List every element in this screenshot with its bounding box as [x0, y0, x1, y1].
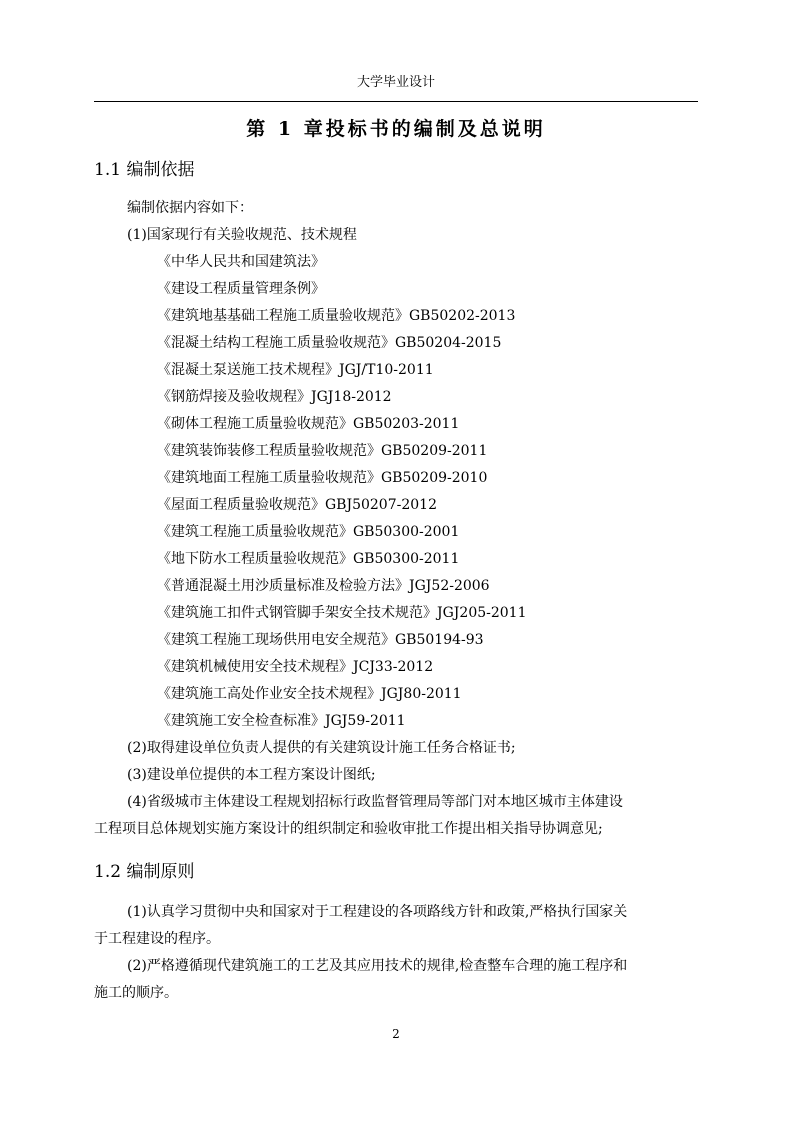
standard-item: 《地下防水工程质量验收规范》GB50300-2011: [157, 551, 460, 567]
list-item-4: (4)省级城市主体建设工程规划招标行政监督管理局等部门对本地区城市主体建设: [127, 794, 623, 810]
principle-1-continuation: 于工程建设的程序。: [94, 931, 220, 947]
section-heading-1-1: 1.1 编制依据: [94, 160, 195, 180]
list-item-1: (1)国家现行有关验收规范、技术规程: [127, 227, 357, 243]
list-item-3: (3)建设单位提供的本工程方案设计图纸;: [127, 767, 376, 783]
standard-item: 《建筑施工安全检查标准》JGJ59-2011: [157, 713, 406, 729]
standard-item: 《混凝土泵送施工技术规程》JGJ/T10-2011: [157, 362, 434, 378]
list-item-4-continuation: 工程项目总体规划实施方案设计的组织制定和验收审批工作提出相关指导协调意见;: [94, 821, 603, 837]
list-item-2: (2)取得建设单位负责人提供的有关建筑设计施工任务合格证书;: [127, 740, 516, 756]
standard-item: 《普通混凝土用沙质量标准及检验方法》JGJ52-2006: [157, 578, 490, 594]
standard-item: 《钢筋焊接及验收规程》JGJ18-2012: [157, 389, 392, 405]
page-number: 2: [392, 1027, 400, 1041]
standard-item: 《建筑地基基础工程施工质量验收规范》GB50202-2013: [157, 308, 516, 324]
principle-2: (2)严格遵循现代建筑施工的工艺及其应用技术的规律,检查整车合理的施工程序和: [127, 958, 628, 974]
principle-2-continuation: 施工的顺序。: [94, 985, 178, 1001]
standard-item: 《建筑施工扣件式钢管脚手架安全技术规范》JGJ205-2011: [157, 605, 527, 621]
standard-item: 《建筑施工高处作业安全技术规程》JGJ80-2011: [157, 686, 462, 702]
chapter-title: 第 1 章投标书的编制及总说明: [246, 118, 546, 140]
standard-item: 《建筑工程施工现场供用电安全规范》GB50194-93: [157, 632, 484, 648]
header-rule: [94, 101, 698, 102]
standard-item: 《建筑工程施工质量验收规范》GB50300-2001: [157, 524, 460, 540]
standard-item: 《建设工程质量管理条例》: [157, 281, 325, 297]
standard-item: 《中华人民共和国建筑法》: [157, 254, 325, 270]
standard-item: 《砌体工程施工质量验收规范》GB50203-2011: [157, 416, 460, 432]
running-header: 大学毕业设计: [356, 75, 435, 90]
principle-1: (1)认真学习贯彻中央和国家对于工程建设的各项路线方针和政策,严格执行国家关: [127, 904, 628, 920]
section-intro: 编制依据内容如下：: [127, 200, 253, 216]
standard-item: 《混凝土结构工程施工质量验收规范》GB50204-2015: [157, 335, 502, 351]
standard-item: 《建筑机械使用安全技术规程》JCJ33-2012: [157, 659, 434, 675]
standard-item: 《屋面工程质量验收规范》GBJ50207-2012: [157, 497, 437, 513]
standard-item: 《建筑装饰装修工程质量验收规范》GB50209-2011: [157, 443, 488, 459]
section-heading-1-2: 1.2 编制原则: [94, 862, 195, 882]
standard-item: 《建筑地面工程施工质量验收规范》GB50209-2010: [157, 470, 488, 486]
